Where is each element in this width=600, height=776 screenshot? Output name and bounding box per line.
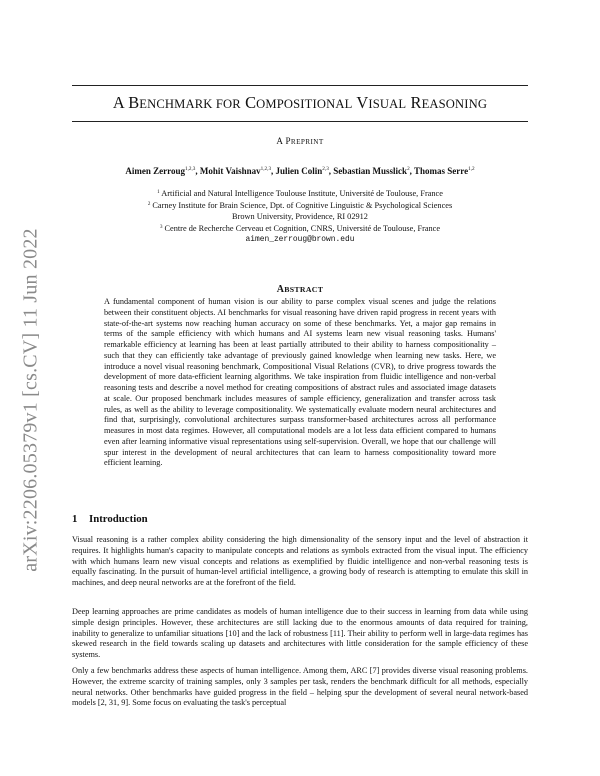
author-list: Aimen Zerroug$^{1,2,3}$, Mohit Vaishnav$^{1,2,3}$, Julien Colin$^{2,3}$, Sebastian Musslick$^2$, Thomas Serre$^{1,2}$ [125, 166, 475, 176]
paper-title: A BENCHMARK FOR COMPOSITIONAL VISUAL REASONING [112, 93, 488, 112]
affiliation-2: $^2$ Carney Institute for Brain Science, Dpt. of Cognitive Linguistic & Psychological Sciences [147, 201, 453, 211]
preprint-label: A PREPRINT [276, 136, 324, 146]
arxiv-identifier: arXiv:2206.05379v1 [cs.CV] 11 Jun 2022 [19, 228, 42, 572]
abstract-heading: ABSTRACT [276, 284, 324, 295]
section-heading-introduction: 1 Introduction [72, 513, 148, 525]
author-name: Mohit Vaishnav [199, 166, 261, 176]
abstract-text: A fundamental component of human vision is our ability to parse complex visual scenes and judge the relations between their constituent objects. AI benchmarks for visual reasoning have driven rapid progress in recent years with state-of-the-art systems now reaching human accuracy on some of these benchmarks. Yet, a major gap remains in terms of the sample efficiency with which humans and AI systems learn new visual reasoning tasks. Humans' remarkable efficiency at learning has been at least partially attributed to their ability to harness compositionality – such that they can efficiently take advantage of previously gained knowledge when learning new tasks. Here, we introduce a novel visual reasoning benchmark, Compositional Visual Relations (CVR), to drive progress towards the development of more data-efficient learning algorithms. We take inspiration from fluidic intelligence and non-verbal reasoning tests and describe a novel method for creating compositions of abstract rules and associated image datasets at scale. Our proposed benchmark includes measures of sample efficiency, generalization and transfer across task rules, as well as the ability to leverage compositionality. We systematically evaluate modern neural architectures and find that, surprisingly, convolutional architectures surpass transformer-based architectures across all performance measures in most data regimes. However, all computational models are a lot less data efficient compared to humans even after learning informative visual representations using self-supervision. Overall, we hope that our challenge will spur interest in the development of neural architectures that can learn to harness compositionality toward more efficient learning. [104, 297, 496, 468]
affiliation-3: $^3$ Centre de Recherche Cerveau et Cognition, CNRS, Université de Toulouse, France [159, 224, 441, 234]
author-name: Julien Colin [275, 166, 323, 176]
author-name: Thomas Serre [414, 166, 469, 176]
contact-email[interactable]: aimen_zerroug@brown.edu [245, 235, 355, 245]
intro-paragraph-1: Visual reasoning is a rather complex ability considering the high dimensionality of the sensory input and the level of abstraction it requires. It highlights human's capacity to manipulate concepts and relations as symbols extracted from the visual input. The efficiency with which humans learn new visual concepts and relations as exemplified by fluidic intelligence and non-verbal reasoning tests is equally fascinating. In the pursuit of human-level artificial intelligence, a growing body of research is attempting to emulate this skill in machines, and deep neural networks are at the forefront of the field. [72, 535, 528, 587]
author-name: Aimen Zerroug [125, 166, 185, 176]
affiliation-1: $^1$ Artificial and Natural Intelligence Toulouse Institute, Université de Toulouse, France [157, 189, 443, 198]
title-top-rule [72, 85, 528, 86]
author-name: Sebastian Musslick [333, 166, 408, 176]
intro-paragraph-2: Deep learning approaches are prime candidates as models of human intelligence due to their success in learning from data while using simple design principles. However, these architectures are still lacking due to the enormous amounts of data required for training, inability to generalize to unfamiliar situations [10] and the lack of robustness [11]. Their ability to perform well in large-data regimes has skewed research in the field towards scaling up datasets and architectures with little consideration for the sample efficiency of these systems. [72, 607, 528, 659]
title-bottom-rule [72, 121, 528, 122]
intro-paragraph-3: Only a few benchmarks address these aspects of human intelligence. Among them, ARC [7] provides diverse visual reasoning problems. However, the extreme scarcity of training samples, only 3 samples per task, renders the benchmark difficult for all methods, especially neural networks. Other benchmarks have guided progress in the field – helping spur the development of several neural network-based models [2, 31, 9]. Some focus on evaluating the task's perceptual [72, 666, 528, 708]
affiliation-2-address: Brown University, Providence, RI 02912 [232, 212, 368, 222]
affiliations [72, 187, 528, 245]
